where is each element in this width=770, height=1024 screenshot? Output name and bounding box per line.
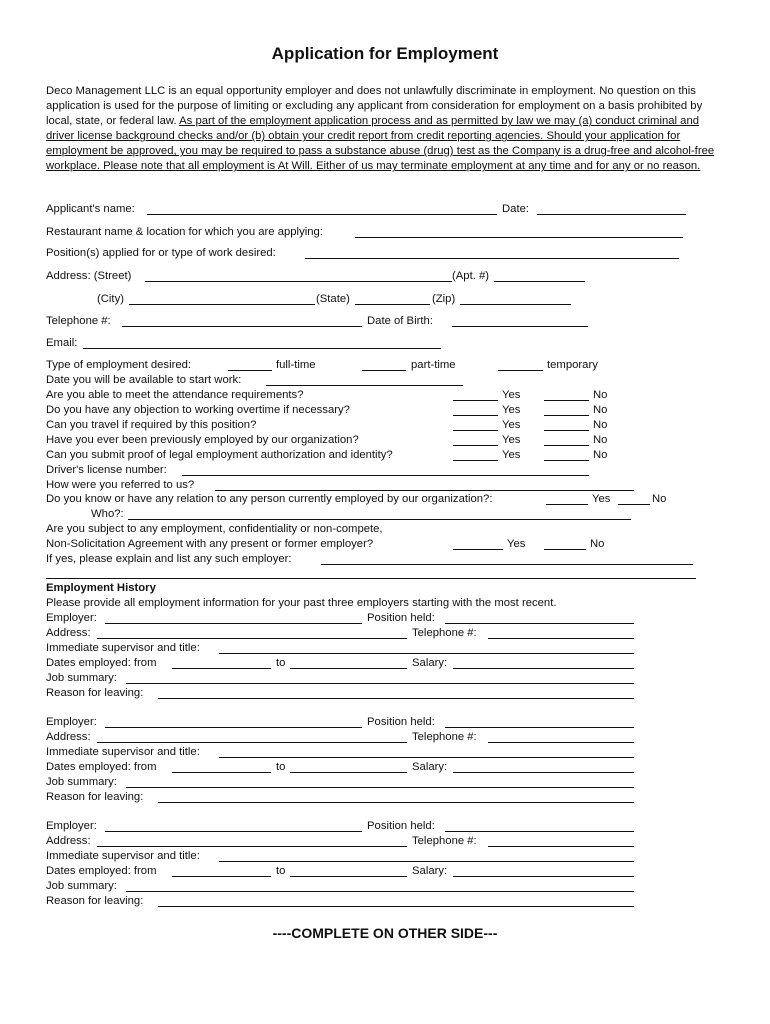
employer2-telephone-field[interactable] xyxy=(488,742,634,743)
employer1-reason-label: Reason for leaving: xyxy=(46,687,144,699)
employer2-to-label: to xyxy=(276,761,286,773)
overtime-yes-blank[interactable] xyxy=(453,415,498,416)
employer2-summary-field[interactable] xyxy=(126,787,634,788)
employer1-to-label: to xyxy=(276,657,286,669)
overtime-yes-label: Yes xyxy=(502,404,521,416)
employer3-reason-field[interactable] xyxy=(158,906,634,907)
who-field[interactable] xyxy=(128,519,631,520)
complete-other-side-note: ----COMPLETE ON OTHER SIDE--- xyxy=(272,925,498,941)
employer2-dates-label: Dates employed: from xyxy=(46,761,157,773)
employer2-to-field[interactable] xyxy=(290,772,407,773)
intro-plain-text: Deco Management LLC is an equal opportunity employer and does not unlawfully discriminate in employment. No question on this application is used for the purpose of limiting or excluding any applicant from consideration for employment on a basis prohibited by local, state, or federal law. xyxy=(46,85,703,128)
start-date-label: Date you will be available to start work: xyxy=(46,374,242,386)
employer3-telephone-label: Telephone #: xyxy=(412,835,477,847)
employer3-summary-label: Job summary: xyxy=(46,880,117,892)
page-title: Application for Employment xyxy=(271,44,499,63)
question-overtime: Do you have any objection to working overtime if necessary? xyxy=(46,404,350,416)
employer3-supervisor-label: Immediate supervisor and title: xyxy=(46,850,200,862)
noncompete-question-line2: Non-Solicitation Agreement with any present or former employer? xyxy=(46,538,374,550)
noncompete-yes-label: Yes xyxy=(507,538,526,550)
employer2-address-label: Address: xyxy=(46,731,91,743)
employer2-supervisor-field[interactable] xyxy=(219,757,634,758)
attendance-yes-blank[interactable] xyxy=(453,400,498,401)
travel-yes-blank[interactable] xyxy=(453,430,498,431)
intro-underlined-text: As part of the employment application process and as permitted by law we may (a) conduct criminal and driver license background checks and/or (b) obtain your credit report from credit reporting agencies. Should your application for employment be approved, you may be required to pass a substance abuse (drug) test as the Company is a drug-free and alcohol-free workplace. Please note that all employment is At Will. Either of us may terminate employment at any time and for any or no reason. xyxy=(46,115,715,173)
employer1-telephone-field[interactable] xyxy=(488,638,634,639)
employer1-summary-label: Job summary: xyxy=(46,672,117,684)
email-field[interactable] xyxy=(83,348,441,349)
employer1-salary-field[interactable] xyxy=(453,668,634,669)
applicant-name-label: Applicant's name: xyxy=(46,203,135,215)
employer3-label: Employer: xyxy=(46,820,97,832)
employer3-position-field[interactable] xyxy=(445,831,634,832)
city-field[interactable] xyxy=(129,304,315,305)
question-attendance: Are you able to meet the attendance requirements? xyxy=(46,389,304,401)
employer1-position-field[interactable] xyxy=(445,623,634,624)
attendance-no-label: No xyxy=(593,389,608,401)
apt-field[interactable] xyxy=(494,281,585,282)
intro-paragraph xyxy=(46,84,724,175)
question-authorization: Can you submit proof of legal employment authorization and identity? xyxy=(46,449,393,461)
question-previous-employment: Have you ever been previously employed by our organization? xyxy=(46,434,359,446)
employer1-to-field[interactable] xyxy=(290,668,407,669)
employer2-from-field[interactable] xyxy=(172,772,271,773)
license-label: Driver's license number: xyxy=(46,464,167,476)
employer3-summary-field[interactable] xyxy=(126,891,634,892)
temporary-option: temporary xyxy=(547,359,598,371)
noncompete-question-line1: Are you subject to any employment, confidentiality or non-compete, xyxy=(46,523,383,535)
dob-field[interactable] xyxy=(452,326,588,327)
employer2-reason-field[interactable] xyxy=(158,802,634,803)
noncompete-no-label: No xyxy=(590,538,605,550)
employer2-label: Employer: xyxy=(46,716,97,728)
relation-label: Do you know or have any relation to any person currently employed by our organization?: xyxy=(46,493,493,505)
part-time-option: part-time xyxy=(411,359,456,371)
explain-label: If yes, please explain and list any such employer: xyxy=(46,553,292,565)
temporary-blank[interactable] xyxy=(498,370,543,371)
authorization-no-label: No xyxy=(593,449,608,461)
full-time-option: full-time xyxy=(276,359,316,371)
history-instructions: Please provide all employment information for your past three employers starting with the most recent. xyxy=(46,597,557,609)
previous-yes-label: Yes xyxy=(502,434,521,446)
position-desired-label: Position(s) applied for or type of work desired: xyxy=(46,247,276,259)
employer2-position-field[interactable] xyxy=(445,727,634,728)
state-field[interactable] xyxy=(355,304,430,305)
employer1-position-label: Position held: xyxy=(367,612,435,624)
employer3-salary-field[interactable] xyxy=(453,876,634,877)
relation-no-label: No xyxy=(652,493,667,505)
street-field[interactable] xyxy=(145,281,452,282)
restaurant-field[interactable] xyxy=(355,237,683,238)
start-date-field[interactable] xyxy=(266,385,463,386)
travel-no-blank[interactable] xyxy=(544,430,589,431)
attendance-yes-label: Yes xyxy=(502,389,521,401)
employer1-field[interactable] xyxy=(105,623,362,624)
applicant-name-field[interactable] xyxy=(147,214,497,215)
employer3-address-label: Address: xyxy=(46,835,91,847)
employer2-field[interactable] xyxy=(105,727,362,728)
employer3-salary-label: Salary: xyxy=(412,865,448,877)
state-label: (State) xyxy=(316,293,350,305)
employer1-label: Employer: xyxy=(46,612,97,624)
noncompete-yes-blank[interactable] xyxy=(453,549,503,550)
explain-field-line1[interactable] xyxy=(321,564,693,565)
employment-type-label: Type of employment desired: xyxy=(46,359,192,371)
relation-yes-label: Yes xyxy=(592,493,611,505)
employer1-address-label: Address: xyxy=(46,627,91,639)
explain-field-line2[interactable] xyxy=(46,578,696,579)
part-time-blank[interactable] xyxy=(362,370,406,371)
dob-label: Date of Birth: xyxy=(367,315,433,327)
attendance-no-blank[interactable] xyxy=(544,400,589,401)
street-label: Address: (Street) xyxy=(46,270,132,282)
employer1-reason-field[interactable] xyxy=(158,698,634,699)
position-desired-field[interactable] xyxy=(305,258,679,259)
employer3-dates-label: Dates employed: from xyxy=(46,865,157,877)
referred-field[interactable] xyxy=(215,490,634,491)
travel-no-label: No xyxy=(593,419,608,431)
employer2-supervisor-label: Immediate supervisor and title: xyxy=(46,746,200,758)
employer3-supervisor-field[interactable] xyxy=(219,861,634,862)
employer2-summary-label: Job summary: xyxy=(46,776,117,788)
email-label: Email: xyxy=(46,337,78,349)
employer3-to-label: to xyxy=(276,865,286,877)
employer1-telephone-label: Telephone #: xyxy=(412,627,477,639)
full-time-blank[interactable] xyxy=(228,370,272,371)
relation-no-blank[interactable] xyxy=(618,504,650,505)
zip-field[interactable] xyxy=(460,304,571,305)
overtime-no-blank[interactable] xyxy=(544,415,589,416)
employer2-reason-label: Reason for leaving: xyxy=(46,791,144,803)
employer1-dates-label: Dates employed: from xyxy=(46,657,157,669)
employer3-reason-label: Reason for leaving: xyxy=(46,895,144,907)
travel-yes-label: Yes xyxy=(502,419,521,431)
history-heading: Employment History xyxy=(46,582,156,594)
telephone-label: Telephone #: xyxy=(46,315,111,327)
overtime-no-label: No xyxy=(593,404,608,416)
question-travel: Can you travel if required by this position? xyxy=(46,419,257,431)
previous-no-label: No xyxy=(593,434,608,446)
relation-yes-blank[interactable] xyxy=(546,504,588,505)
employer3-to-field[interactable] xyxy=(290,876,407,877)
telephone-field[interactable] xyxy=(122,326,362,327)
employer1-supervisor-field[interactable] xyxy=(219,653,634,654)
employer3-telephone-field[interactable] xyxy=(488,846,634,847)
employer1-salary-label: Salary: xyxy=(412,657,448,669)
employer1-from-field[interactable] xyxy=(172,668,271,669)
zip-label: (Zip) xyxy=(432,293,456,305)
employer2-position-label: Position held: xyxy=(367,716,435,728)
authorization-yes-label: Yes xyxy=(502,449,521,461)
authorization-yes-blank[interactable] xyxy=(453,460,498,461)
date-label: Date: xyxy=(502,203,530,215)
employer3-position-label: Position held: xyxy=(367,820,435,832)
employer3-from-field[interactable] xyxy=(172,876,271,877)
employer2-salary-field[interactable] xyxy=(453,772,634,773)
apt-label: (Apt. #) xyxy=(452,270,490,282)
employer1-summary-field[interactable] xyxy=(126,683,634,684)
restaurant-label: Restaurant name & location for which you are applying: xyxy=(46,226,323,238)
employer3-field[interactable] xyxy=(105,831,362,832)
employer3-address-field[interactable] xyxy=(97,846,407,847)
date-field[interactable] xyxy=(537,214,686,215)
previous-no-blank[interactable] xyxy=(544,445,589,446)
city-label: (City) xyxy=(97,293,124,305)
authorization-no-blank[interactable] xyxy=(544,460,589,461)
referred-label: How were you referred to us? xyxy=(46,479,195,491)
employer1-address-field[interactable] xyxy=(97,638,407,639)
who-label: Who?: xyxy=(91,508,124,520)
previous-yes-blank[interactable] xyxy=(453,445,498,446)
employer2-telephone-label: Telephone #: xyxy=(412,731,477,743)
employer2-salary-label: Salary: xyxy=(412,761,448,773)
license-field[interactable] xyxy=(182,475,589,476)
employer2-address-field[interactable] xyxy=(97,742,407,743)
noncompete-no-blank[interactable] xyxy=(544,549,586,550)
employer1-supervisor-label: Immediate supervisor and title: xyxy=(46,642,200,654)
